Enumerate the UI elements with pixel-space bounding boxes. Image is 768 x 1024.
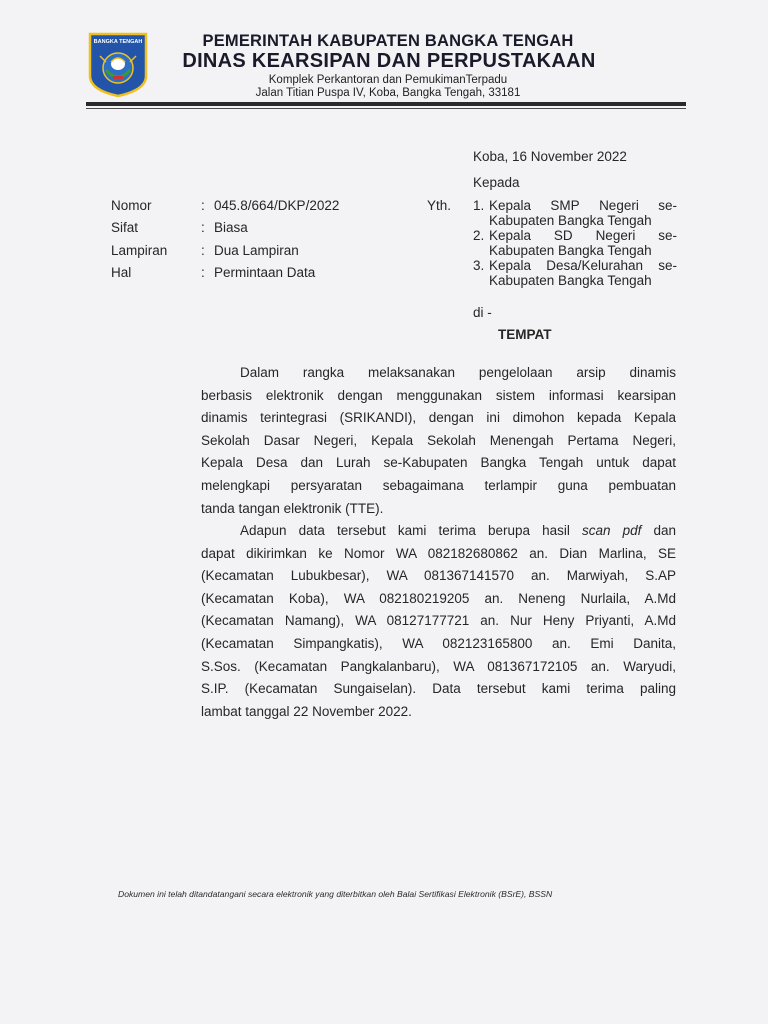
recipient-line bbox=[489, 228, 677, 243]
recipient-number: 3. bbox=[473, 258, 485, 273]
electronic-signature-footer: Dokumen ini telah ditandatangani secara elektronik yang diterbitkan oleh Balai Sertifikasi Elektronik (BSrE), BSSN bbox=[118, 889, 553, 899]
recipient-word: SMP bbox=[550, 198, 580, 213]
recipient-line bbox=[489, 258, 677, 273]
meta-colon: : bbox=[201, 198, 205, 213]
body-paragraph-1 bbox=[201, 362, 676, 520]
paragraph-line: lambat tanggal 22 November 2022. bbox=[201, 703, 412, 719]
svg-text:BANGKA TENGAH: BANGKA TENGAH bbox=[93, 39, 143, 45]
paragraph-line: (Kecamatan Koba), WA 082180219205 an. Neneng Nurlaila, A.Md bbox=[201, 590, 676, 606]
meta-value-lampiran: Dua Lampiran bbox=[214, 243, 299, 258]
meta-colon: : bbox=[201, 220, 205, 235]
paragraph-line: Dalam rangka melaksanakan pengelolaan arsip dinamis bbox=[240, 365, 676, 380]
recipient-word: se- bbox=[658, 228, 677, 243]
recipient-word: Desa/Kelurahan bbox=[546, 258, 644, 273]
recipient-line: Kabupaten Bangka Tengah bbox=[489, 213, 652, 228]
letter-date: Koba, 16 November 2022 bbox=[473, 149, 627, 164]
meta-label-lampiran: Lampiran bbox=[111, 243, 168, 258]
recipient-line bbox=[489, 198, 677, 213]
paragraph-line: dinamis terintegrasi (SRIKANDI), dengan ini dimohon kepada Kepala bbox=[201, 410, 676, 426]
meta-label-hal: Hal bbox=[111, 265, 132, 280]
meta-colon: : bbox=[201, 265, 205, 280]
paragraph-line: S.IP. (Kecamatan Sungaiselan). Data tersebut kami terima paling bbox=[201, 681, 676, 697]
yth-label: Yth. bbox=[427, 198, 452, 213]
letterhead-divider-thick bbox=[86, 102, 686, 106]
recipient-word: se- bbox=[658, 258, 677, 273]
regency-emblem-icon bbox=[86, 32, 150, 98]
meta-value-nomor: 045.8/664/DKP/2022 bbox=[214, 198, 340, 213]
government-name: PEMERINTAH KABUPATEN BANGKA TENGAH bbox=[202, 32, 574, 50]
meta-label-sifat: Sifat bbox=[111, 220, 139, 235]
paragraph-line: S.Sos. (Kecamatan Pangkalanbaru), WA 081367172105 an. Waryudi, bbox=[201, 658, 676, 674]
recipient-number: 1. bbox=[473, 198, 485, 213]
tempat-label: TEMPAT bbox=[498, 327, 552, 342]
address-line-1: Komplek Perkantoran dan PemukimanTerpadu bbox=[268, 74, 508, 86]
paragraph-line: (Kecamatan Simpangkatis), WA 082123165800 an. Emi Danita, bbox=[201, 635, 676, 651]
meta-label-nomor: Nomor bbox=[111, 198, 152, 213]
scan-pdf-term: scan pdf bbox=[582, 523, 642, 538]
recipient-line: Kabupaten Bangka Tengah bbox=[489, 273, 652, 288]
recipient-word: se- bbox=[658, 198, 677, 213]
paragraph-line: (Kecamatan Lubukbesar), WA 081367141570 an. Marwiyah, S.AP bbox=[201, 568, 676, 584]
agency-name: DINAS KEARSIPAN DAN PERPUSTAKAAN bbox=[182, 50, 596, 72]
paragraph-line: Kepala Desa dan Lurah se-Kabupaten Bangka Tengah untuk dapat bbox=[201, 455, 676, 471]
recipient-word: SD bbox=[553, 228, 573, 243]
meta-value-sifat: Biasa bbox=[214, 220, 248, 235]
paragraph-line bbox=[201, 520, 676, 543]
paragraph-text: dan bbox=[641, 523, 676, 538]
paragraph-line: Sekolah Dasar Negeri, Kepala Sekolah Menengah Pertama Negeri, bbox=[201, 432, 676, 448]
paragraph-line: tanda tangan elektronik (TTE). bbox=[201, 500, 384, 516]
recipient-word: Negeri bbox=[595, 228, 636, 243]
paragraph-line: dapat dikirimkan ke Nomor WA 082182680862 an. Dian Marlina, SE bbox=[201, 545, 676, 561]
paragraph-line: (Kecamatan Namang), WA 08127177721 an. Nur Heny Priyanti, A.Md bbox=[201, 613, 676, 629]
recipient-number: 2. bbox=[473, 228, 485, 243]
meta-value-hal: Permintaan Data bbox=[214, 265, 316, 280]
recipient-word: Kepala bbox=[489, 228, 532, 243]
letterhead-divider-thin bbox=[86, 108, 686, 109]
paragraph-text: Adapun data tersebut kami terima berupa hasil bbox=[240, 523, 582, 538]
address-line-2: Jalan Titian Puspa IV, Koba, Bangka Tengah, 33181 bbox=[255, 87, 521, 99]
paragraph-line: melengkapi persyaratan sebagaimana terlampir guna pembuatan bbox=[201, 477, 676, 493]
kepada-label: Kepada bbox=[473, 175, 520, 190]
body-paragraph-2 bbox=[201, 520, 676, 723]
recipient-line: Kabupaten Bangka Tengah bbox=[489, 243, 652, 258]
di-label: di - bbox=[473, 305, 492, 320]
recipient-word: Negeri bbox=[599, 198, 639, 213]
meta-colon: : bbox=[201, 243, 205, 258]
recipient-word: Kepala bbox=[489, 198, 532, 213]
paragraph-line: berbasis elektronik dengan menggunakan sistem informasi kearsipan bbox=[201, 387, 676, 403]
recipient-word: Kepala bbox=[489, 258, 532, 273]
